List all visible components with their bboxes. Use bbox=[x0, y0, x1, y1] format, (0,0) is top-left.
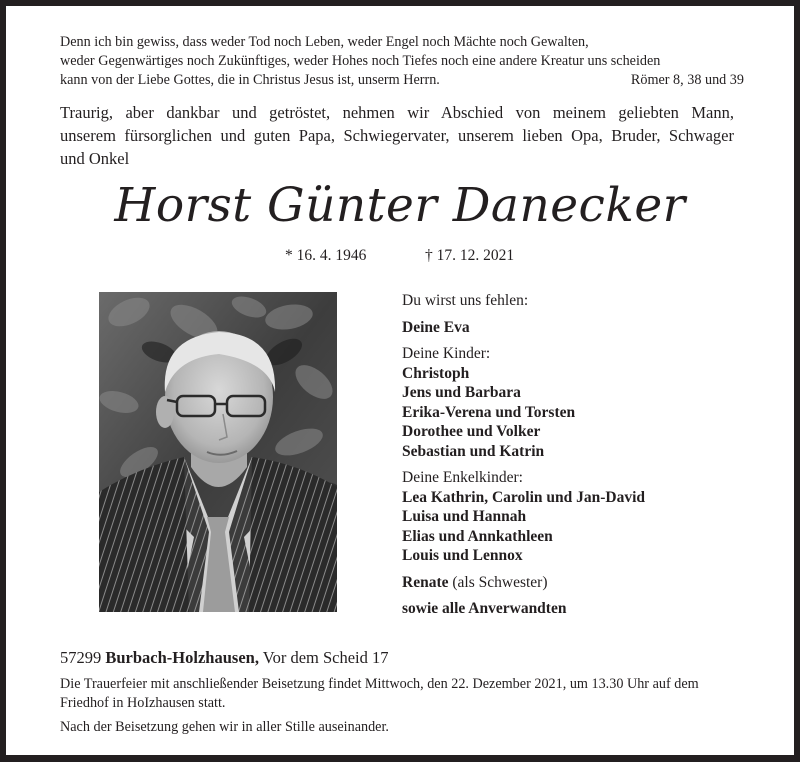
grandchild-name: Lea Kathrin, Carolin und Jan-David bbox=[402, 488, 646, 506]
mourners-list bbox=[402, 291, 645, 619]
intro-line: Traurig, aber dankbar und getröstet, nehmen wir Abschied von meinem geliebten Mann, bbox=[60, 103, 734, 122]
grandchild-name: Luisa und Hannah bbox=[402, 508, 527, 525]
verse-reference: Römer 8, 38 und 39 bbox=[630, 72, 744, 88]
spouse-name: Deine Eva bbox=[402, 318, 470, 336]
child-name: Jens und Barbara bbox=[402, 384, 521, 401]
sibling-name: Renate bbox=[402, 573, 449, 591]
bible-verse bbox=[60, 33, 750, 90]
verse-line: kann von der Liebe Gottes, die in Christus Jesus ist, unserm Herrn. bbox=[60, 72, 440, 88]
address-street: Vor dem Scheid 17 bbox=[258, 648, 389, 667]
verse-line: weder Gegenwärtiges noch Zukünftiges, weder Hohes noch Tiefes noch eine andere Kreatur uns scheiden bbox=[60, 53, 661, 69]
grandchild-name: Louis und Lennox bbox=[402, 547, 523, 564]
sibling-note: (als Schwester) bbox=[448, 573, 548, 591]
address-zip: 57299 bbox=[60, 648, 106, 667]
funeral-details: Die Trauerfeier mit anschließender Beisetzung findet Mittwoch, den 22. Dezember 2021, um 13.30 Uhr auf dem Friedhof in HoIzhausen statt. bbox=[60, 676, 699, 711]
address-city: Burbach-Holzhausen, bbox=[105, 648, 259, 667]
obituary-notice bbox=[6, 6, 794, 755]
intro-text bbox=[60, 101, 734, 170]
children-label: Deine Kinder: bbox=[402, 345, 491, 362]
relatives-line: sowie alle Anverwandten bbox=[402, 600, 567, 617]
death-date: † 17. 12. 2021 bbox=[425, 247, 515, 264]
address bbox=[60, 648, 389, 668]
deceased-name: Horst Günter Danecker bbox=[114, 178, 686, 233]
intro-line: unserem fürsorglichen und guten Papa, Schwiegervater, unserem lieben Opa, Bruder, Schwager bbox=[60, 126, 734, 145]
sibling-row bbox=[402, 573, 645, 593]
child-name: Christoph bbox=[402, 364, 470, 382]
grandchild-name: Elias und Annkathleen bbox=[402, 527, 553, 545]
intro-line: und Onkel bbox=[60, 149, 130, 168]
mourners-heading: Du wirst uns fehlen: bbox=[402, 292, 529, 309]
child-name: Dorothee und Volker bbox=[402, 423, 541, 440]
verse-line: Denn ich bin gewiss, dass weder Tod noch Leben, weder Engel noch Mächte noch Gewalten, bbox=[60, 34, 589, 50]
child-name: Erika-Verena und Torsten bbox=[402, 403, 576, 421]
grandchildren-label: Deine Enkelkinder: bbox=[402, 469, 523, 486]
closing-note: Nach der Beisetzung gehen wir in aller Stille auseinander. bbox=[60, 719, 389, 735]
child-name: Sebastian und Katrin bbox=[402, 442, 545, 460]
birth-date: * 16. 4. 1946 bbox=[285, 247, 367, 264]
portrait-photo bbox=[99, 292, 337, 612]
portrait-image bbox=[99, 292, 337, 612]
